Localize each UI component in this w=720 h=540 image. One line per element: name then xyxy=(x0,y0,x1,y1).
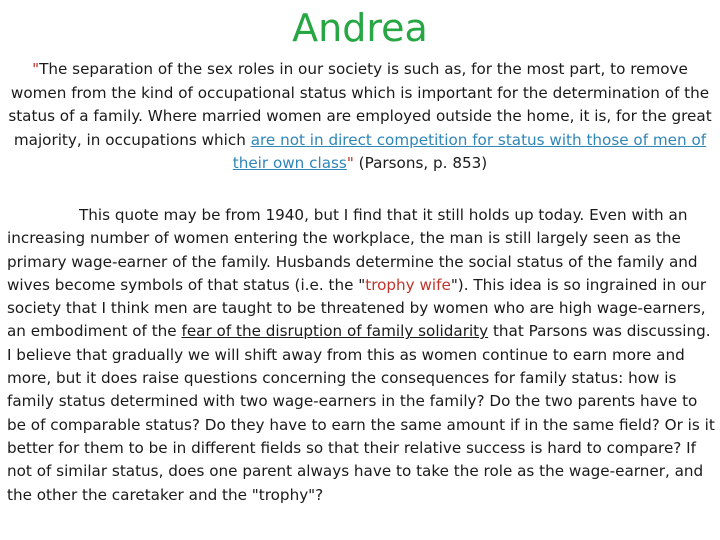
body-text-part-1: This quote may be from 1940, but I find that it still holds up today. Even with an increasing number of women entering the workplace, the man is still largely seen as the primary wage-earner of the family. Husbands determine the social status of the family and wives become symbols of that status (i.e. the " xyxy=(7,206,698,294)
quote-citation: (Parsons, p. 853) xyxy=(353,154,488,172)
body-paragraph xyxy=(7,204,716,507)
slide-title: Andrea xyxy=(292,6,428,50)
open-quote: " xyxy=(32,60,40,78)
quote-underlined-text: are not in direct competition for status with those of men of their own class xyxy=(232,130,707,172)
body-text-part-2: "). This idea is so ingrained in our society that I think men are taught to be threatened by women who are high wage-earners, an embodiment of the xyxy=(7,275,707,341)
body-underlined-text: fear of the disruption of family solidarity xyxy=(181,322,489,341)
trophy-wife-highlight: trophy wife xyxy=(365,275,451,294)
close-quote: " xyxy=(346,154,354,172)
quote-text: The separation of the sex roles in our society is such as, for the most part, to remove women from the kind of occupational status which is important for the determination of the status of a family. Where married women are employed outside the home, it is, for the great majority, in occupations which xyxy=(8,60,712,149)
quote-block xyxy=(4,58,716,176)
body-text-part-3: that Parsons was discussing. I believe that gradually we will shift away from this as women continue to earn more and more, but it does raise questions concerning the consequences for family status: how is family status determined with two wage-earners in the family? Do the two parents have to be of comparable status? Do they have to earn the same amount if in the same field? Or is it better for them to be in different fields so that their relative success is hard to compare? If not of similar status, does one parent always have to take the role as the wage-earner, and the other the caretaker and the "trophy"? xyxy=(7,322,715,504)
